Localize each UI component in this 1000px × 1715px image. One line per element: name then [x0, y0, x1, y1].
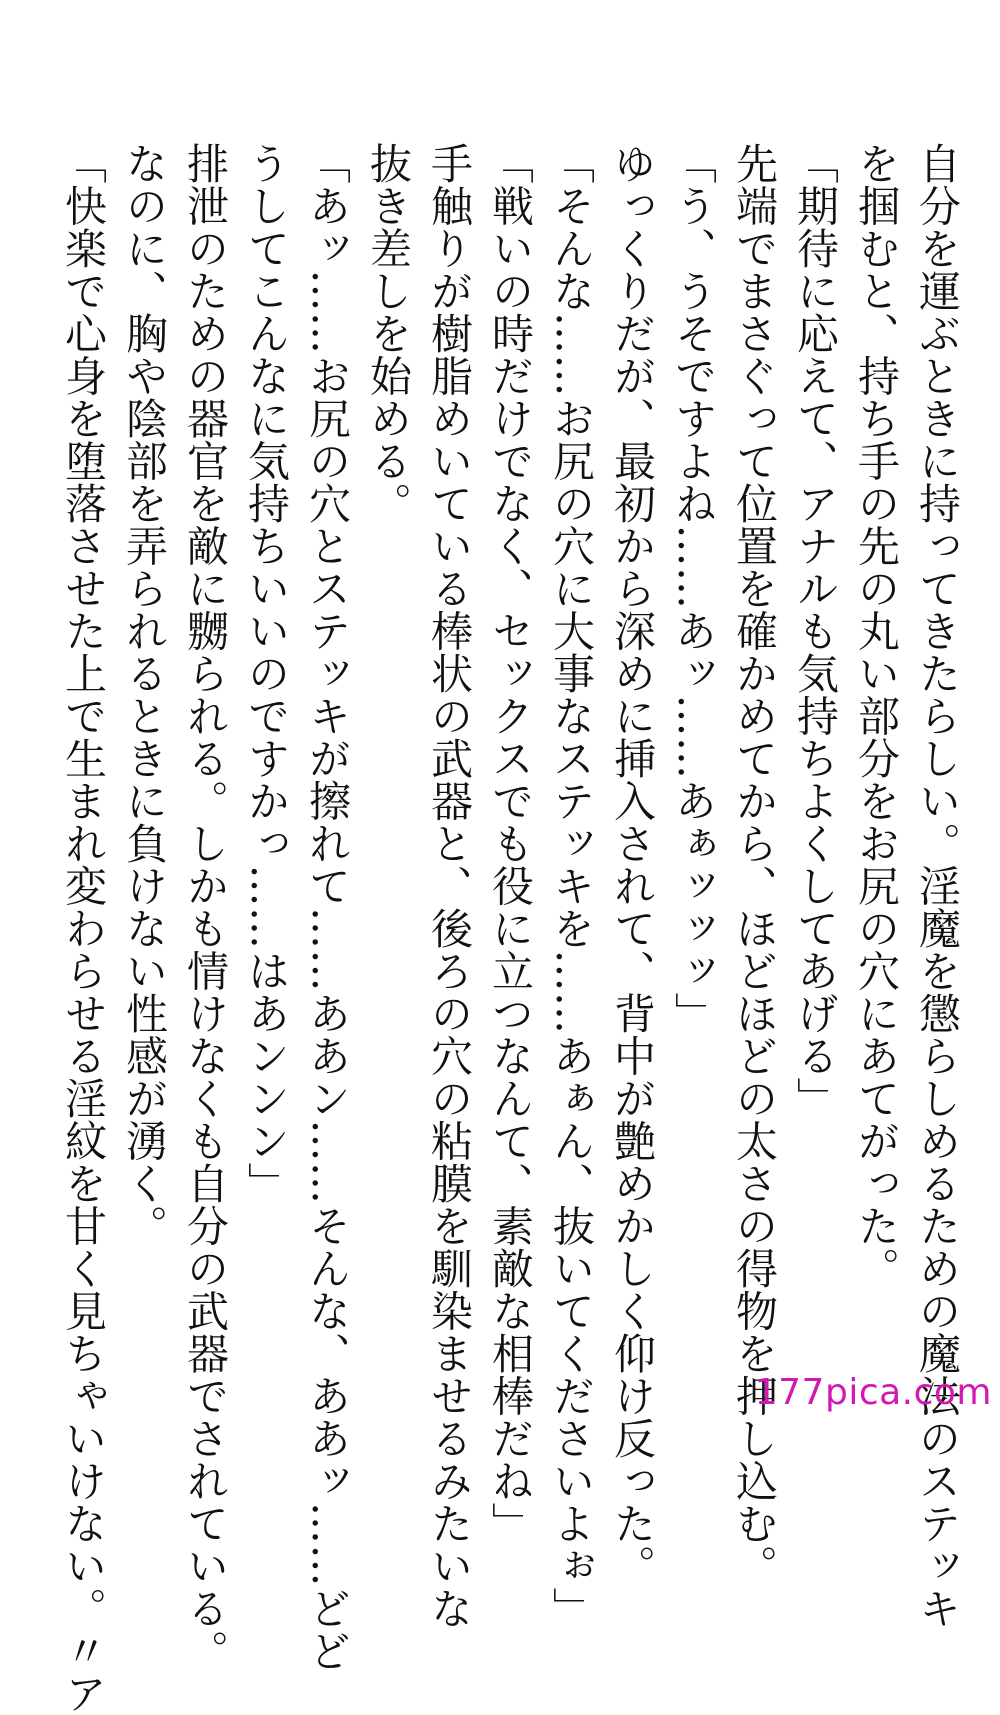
text-line: うしてこんなに気持ちいいのですかっ……はあンンン」: [242, 142, 291, 1205]
watermark: 177pica.com: [754, 1372, 992, 1413]
text-line: 抜き差しを始める。: [364, 142, 413, 525]
text-line: 「あッ……お尻の穴とステッキが擦れて……ああン……そんな、ああッ……どど: [303, 142, 352, 1672]
text-line: 「そんな……お尻の穴に大事なステッキを……あぁん、抜いてくださいよぉ」: [547, 142, 596, 1630]
text-line: 自分を運ぶときに持ってきたらしい。淫魔を懲らしめるための魔法のステッキ: [913, 142, 962, 1630]
text-line: 手触りが樹脂めいている棒状の武器と、後ろの穴の粘膜を馴染ませるみたいな: [425, 142, 474, 1630]
text-line: 先端でまさぐって位置を確かめてから、ほどほどの太さの得物を押し込む。: [730, 142, 779, 1587]
text-line: 排泄のための器官を敵に嬲られる。しかも情けなくも自分の武器でされている。: [181, 142, 230, 1672]
text-line: 「う、うそですよね……あッ……あぁッッッ」: [669, 142, 718, 1035]
text-line: 「戦いの時だけでなく、セックスでも役に立つなんて、素敵な相棒だね」: [486, 142, 535, 1545]
text-line: 「期待に応えて、アナルも気持ちよくしてあげる」: [791, 142, 840, 1120]
text-line: ゆっくりだが、最初から深めに挿入されて、背中が艶めかしく仰け反った。: [608, 142, 657, 1587]
text-line: 「快楽で心身を堕落させた上で生まれ変わらせる淫紋を甘く見ちゃいけない。〃ア: [59, 142, 108, 1715]
text-line: なのに、胸や陰部を弄られるときに負けない性感が湧く。: [120, 142, 169, 1247]
text-line: を掴むと、持ち手の先の丸い部分をお尻の穴にあてがった。: [852, 142, 901, 1290]
